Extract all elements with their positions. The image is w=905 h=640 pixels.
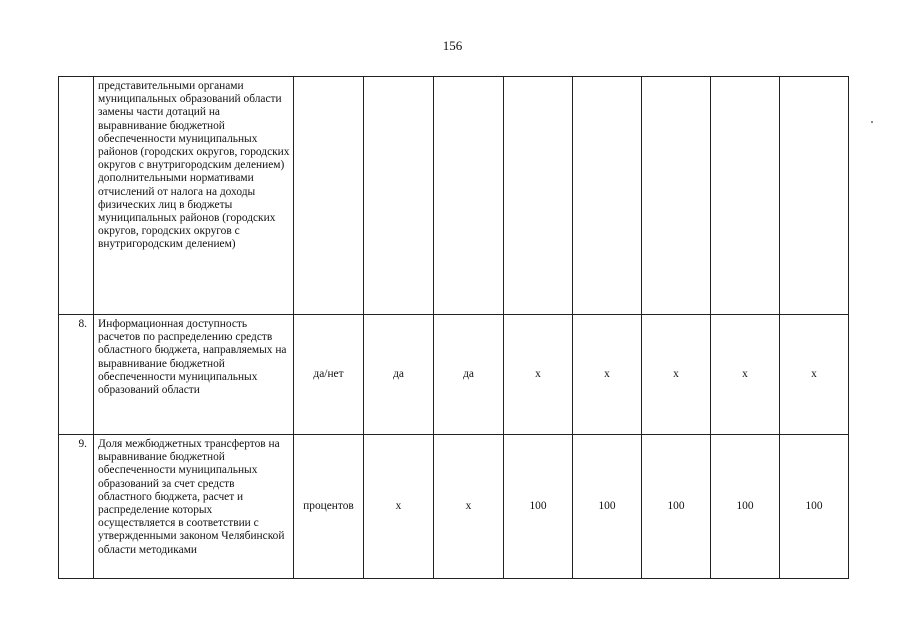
value-cell (504, 77, 573, 315)
value-cell (780, 77, 849, 315)
unit-cell (294, 77, 364, 315)
value-cell: 100 (780, 435, 849, 579)
table-row (59, 435, 849, 579)
row-number-cell (59, 77, 94, 315)
value-cell: 100 (573, 435, 642, 579)
value-cell (573, 77, 642, 315)
value-cell: х (711, 315, 780, 435)
indicator-description-cell: Информационная доступность расчетов по распределению средств областного бюджета, направляемых на выравнивание бюджетной обеспеченности муниципальных образований области (94, 315, 294, 435)
row-number-cell: 8. (59, 315, 94, 435)
indicator-table (58, 76, 849, 579)
value-cell: х (780, 315, 849, 435)
unit-cell: да/нет (294, 315, 364, 435)
table-row (59, 315, 849, 435)
table-row (59, 77, 849, 315)
unit-cell: процентов (294, 435, 364, 579)
value-cell: х (364, 435, 434, 579)
row-number-cell: 9. (59, 435, 94, 579)
value-cell: х (434, 435, 504, 579)
value-cell (711, 77, 780, 315)
value-cell (434, 77, 504, 315)
value-cell: да (364, 315, 434, 435)
page-number: 156 (442, 38, 463, 53)
value-cell: 100 (504, 435, 573, 579)
value-cell: да (434, 315, 504, 435)
value-cell (642, 77, 711, 315)
value-cell: 100 (642, 435, 711, 579)
value-cell: х (573, 315, 642, 435)
indicator-description-cell: Доля межбюджетных трансфертов на выравнивание бюджетной обеспеченности муниципальных образований за счет средств областного бюджета, расчет и распределение которых осуществляется в соответствии с утвержденными законом Челябинской области методиками (94, 435, 294, 579)
value-cell: х (504, 315, 573, 435)
value-cell: 100 (711, 435, 780, 579)
value-cell (364, 77, 434, 315)
value-cell: х (642, 315, 711, 435)
indicator-description-cell: представительными органами муниципальных образований области замены части дотаций на выравнивание бюджетной обеспеченности муниципальных районов (городских округов, городских округов с внутригородским делением) дополнительными нормативами отчислений от налога на доходы физических лиц в бюджеты муниципальных районов (городских округов, городских округов с внутригородским делением) (94, 77, 294, 315)
scan-speck (871, 121, 873, 123)
